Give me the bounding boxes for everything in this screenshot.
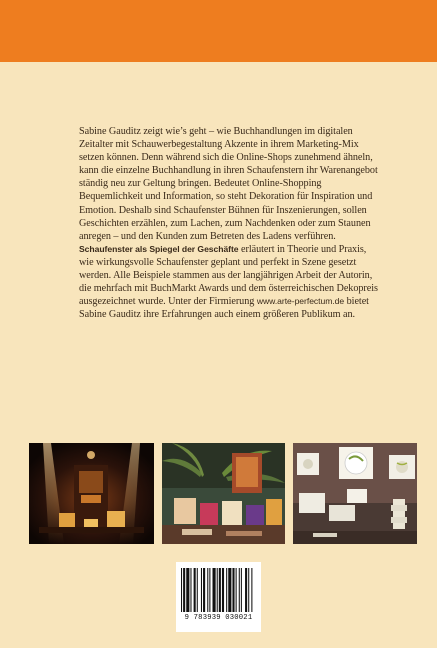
isbn-digits: 9 783939 030021	[184, 614, 253, 622]
blurb-paragraph-2	[79, 243, 379, 322]
book-title-inline: Schaufenster als Spiegel der Geschäfte	[79, 243, 239, 254]
barcode-bars-icon	[176, 562, 261, 614]
photo-dark-window-display	[29, 443, 154, 544]
blurb-paragraph-2-end: bietet Sabine Gauditz ihre Erfahrungen auch einem größeren Publikum an.	[79, 296, 369, 321]
website-text: www.arte-perfectum.de	[256, 296, 345, 307]
photo-palm-window-display	[162, 443, 285, 544]
back-cover-blurb	[79, 125, 379, 321]
blurb-paragraph-2-text: erläutert in Theorie und Praxis, wie wirkungsvolle Schaufenster geplant und perfekt in Szene gesetzt werden. Alle Beispiele stammen aus der langjährigen Arbeit der Autorin, die mehrfach mit BuchMarkt Awards und dem österreichischen Dekopreis ausgezeichnet wurde. Unter der Firmierung	[79, 243, 378, 308]
top-color-band	[0, 0, 437, 62]
photo-plates-window-display	[293, 443, 417, 544]
isbn-barcode	[176, 562, 261, 632]
blurb-paragraph-1: Sabine Gauditz zeigt wie’s geht – wie Buchhandlungen im digitalen Zeitalter mit Schauwerbegestaltung Akzente in ihrem Marketing-Mix setzen können. Denn während sich die Online-Shops zunehmend ähneln, kann die einzelne Buchhandlung in ihren Schaufenstern ihr Warenangebot ständig neu zur Geltung bringen. Bedeutet Online-Shopping Bequemlichkeit und Information, so steht Dekoration für Inspiration und Emotion. Deshalb sind Schaufenster Bühnen für Inszenierungen, sollen Geschichten erzählen, zum Lachen, zum Nachdenken oder zum Staunen anregen – und den Kunden zum Betreten des Ladens verführen.	[79, 126, 378, 242]
